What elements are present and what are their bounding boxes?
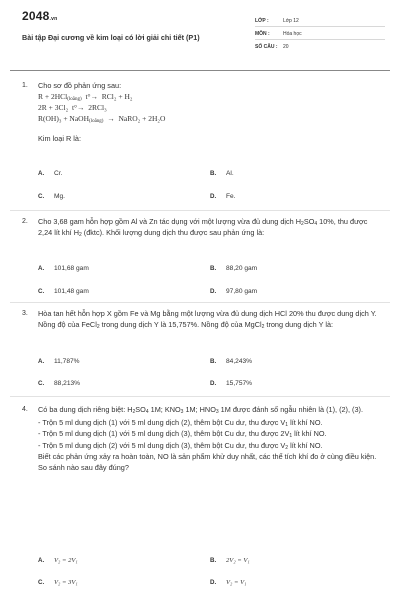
site-logo[interactable] — [22, 9, 57, 23]
option-d[interactable] — [210, 191, 236, 202]
equation-rhs: RCl₂ + H₂ — [101, 92, 133, 102]
question-text: Cho 3,68 gam hỗn hợp gồm Al và Zn tác dụng với một lượng vừa đủ dung dịch $H_2SO_4$ 10%, thu được 2,24 lít khí $H_2$ (đktc). Khối lượng dung dịch thu được sau phản ứng là: — [38, 217, 368, 239]
question-prompt: Kim loại R là: — [38, 134, 81, 144]
question-4 — [22, 404, 382, 596]
meta-class-value: Lớp 12 — [283, 18, 299, 24]
equation-arrow: t°→ — [71, 103, 85, 113]
equation-lhs: R(OH)₃ + NaOH — [38, 114, 90, 124]
option-b[interactable] — [210, 555, 250, 566]
option-letter: D. — [210, 579, 217, 586]
experiment-line: - Trộn 5 ml dung dịch (1) với 5 ml dung dịch (3), thêm bột Cu dư, thu được $2V_1$ lít khí NO. — [38, 429, 327, 440]
option-text: 15,757% — [226, 380, 253, 387]
equation-lhs: R + 2HCl — [38, 92, 68, 102]
option-letter: B. — [210, 265, 217, 272]
equation-3 — [38, 113, 382, 124]
option-text: 88,213% — [54, 380, 81, 387]
question-number: 4. — [22, 406, 28, 413]
meta-divider — [255, 26, 385, 27]
option-c[interactable] — [38, 191, 65, 202]
meta-count-value: 20 — [283, 44, 289, 50]
question-body — [38, 404, 382, 473]
option-letter: D. — [210, 193, 217, 200]
option-letter: C. — [38, 380, 45, 387]
option-text: 97,80 gam — [226, 288, 258, 295]
equation-arrow: t°→ — [85, 92, 99, 102]
question-number: 1. — [22, 82, 28, 89]
option-letter: B. — [210, 358, 217, 365]
option-text: Cr. — [54, 170, 63, 177]
meta-subject-value: Hóa học — [283, 31, 302, 37]
option-letter: D. — [210, 380, 217, 387]
equation-arrow: → — [107, 114, 115, 124]
option-letter: B. — [210, 170, 217, 177]
option-text: Mg. — [54, 193, 65, 200]
option-b[interactable] — [210, 356, 252, 367]
question-1 — [22, 80, 382, 210]
option-text: 88,20 gam — [226, 265, 258, 272]
question-number: 2. — [22, 218, 28, 225]
option-text: 2V₂ = V₁ — [226, 557, 250, 564]
question-number: 3. — [22, 310, 28, 317]
experiment-line: - Trộn 5 ml dung dịch (1) với 5 ml dung dịch (2), thêm bột Cu dư, thu được $V_1$ lít khí NO. — [38, 418, 323, 429]
option-text: 11,787% — [54, 358, 80, 365]
question-text: Hòa tan hết hỗn hợp X gồm Fe và Mg bằng một lượng vừa đủ dung dịch HCl 20% thu được dung dịch Y. Nồng độ của FeCl$_2$ trong dung dịch Y là 15,757%. Nồng độ của MgCl$_2$ trong dung dịch Y là: — [38, 309, 377, 331]
option-a[interactable] — [38, 555, 78, 566]
experiment-line: - Trộn 5 ml dung dịch (2) với 5 ml dung dịch (3), thêm bột Cu dư, thu được $V_2$ lít khí NO. — [38, 440, 323, 451]
option-c[interactable] — [38, 378, 80, 389]
option-letter: D. — [210, 288, 217, 295]
question-closing: Biết các phản ứng xảy ra hoàn toàn, NO là sản phẩm khử duy nhất, các thể tích khí đo ở cùng điều kiện. So sánh nào sau đây đúng? — [38, 451, 377, 473]
option-text: Al. — [226, 170, 234, 177]
option-text: 84,243% — [226, 358, 253, 365]
document-title: Bài tập Đại cương về kim loại có lời giải chi tiết (P1) — [22, 33, 200, 42]
option-text: V₂ = 3V₁ — [54, 579, 78, 586]
question-separator — [10, 210, 390, 211]
question-separator — [10, 396, 390, 397]
option-letter: A. — [38, 170, 45, 177]
option-letter: A. — [38, 358, 45, 365]
question-intro: Cho sơ đồ phản ứng sau: — [38, 81, 122, 90]
option-letter: B. — [210, 557, 217, 564]
option-d[interactable] — [210, 577, 246, 588]
option-a[interactable] — [38, 263, 89, 274]
meta-class-key: LỚP : — [255, 18, 269, 24]
option-text: Fe. — [226, 193, 236, 200]
option-b[interactable] — [210, 168, 234, 179]
option-letter: A. — [38, 557, 45, 564]
equation-lhs: 2R + 3Cl₂ — [38, 103, 69, 113]
option-text: 101,68 gam — [54, 265, 89, 272]
page-header — [0, 0, 400, 70]
option-letter: A. — [38, 265, 45, 272]
meta-divider — [255, 39, 385, 40]
option-text: V₂ = V₁ — [226, 579, 247, 586]
question-2 — [22, 216, 382, 300]
option-c[interactable] — [38, 286, 89, 297]
equation-lhs-note: (loãng) — [89, 119, 104, 125]
option-b[interactable] — [210, 263, 257, 274]
option-letter: C. — [38, 579, 45, 586]
logo-suffix: .vn — [49, 16, 58, 22]
equation-1 — [38, 91, 382, 102]
logo-text: 2048 — [22, 9, 50, 23]
option-c[interactable] — [38, 577, 78, 588]
equation-lhs-note: (loãng) — [67, 97, 82, 103]
meta-count-key: SỐ CÂU : — [255, 44, 278, 50]
header-divider — [10, 70, 390, 71]
meta-subject-key: MÔN : — [255, 31, 270, 37]
option-a[interactable] — [38, 168, 62, 179]
question-separator — [10, 302, 390, 303]
equation-rhs: 2RCl₃ — [88, 103, 107, 113]
question-3 — [22, 308, 382, 394]
option-letter: C. — [38, 288, 45, 295]
option-text: 101,48 gam — [54, 288, 89, 295]
option-a[interactable] — [38, 356, 80, 367]
option-text: V₂ = 2V₁ — [54, 557, 78, 564]
option-letter: C. — [38, 193, 45, 200]
question-text: Có ba dung dịch riêng biệt: $H_2SO_4$ 1M; $KNO_3$ 1M; $HNO_3$ 1M được đánh số ngẫu nhiên là (1), (2), (3). — [38, 405, 363, 415]
equation-2 — [38, 102, 382, 113]
question-body — [38, 80, 382, 144]
equation-rhs: NaRO₂ + 2H₂O — [118, 114, 166, 124]
option-d[interactable] — [210, 378, 252, 389]
option-d[interactable] — [210, 286, 257, 297]
